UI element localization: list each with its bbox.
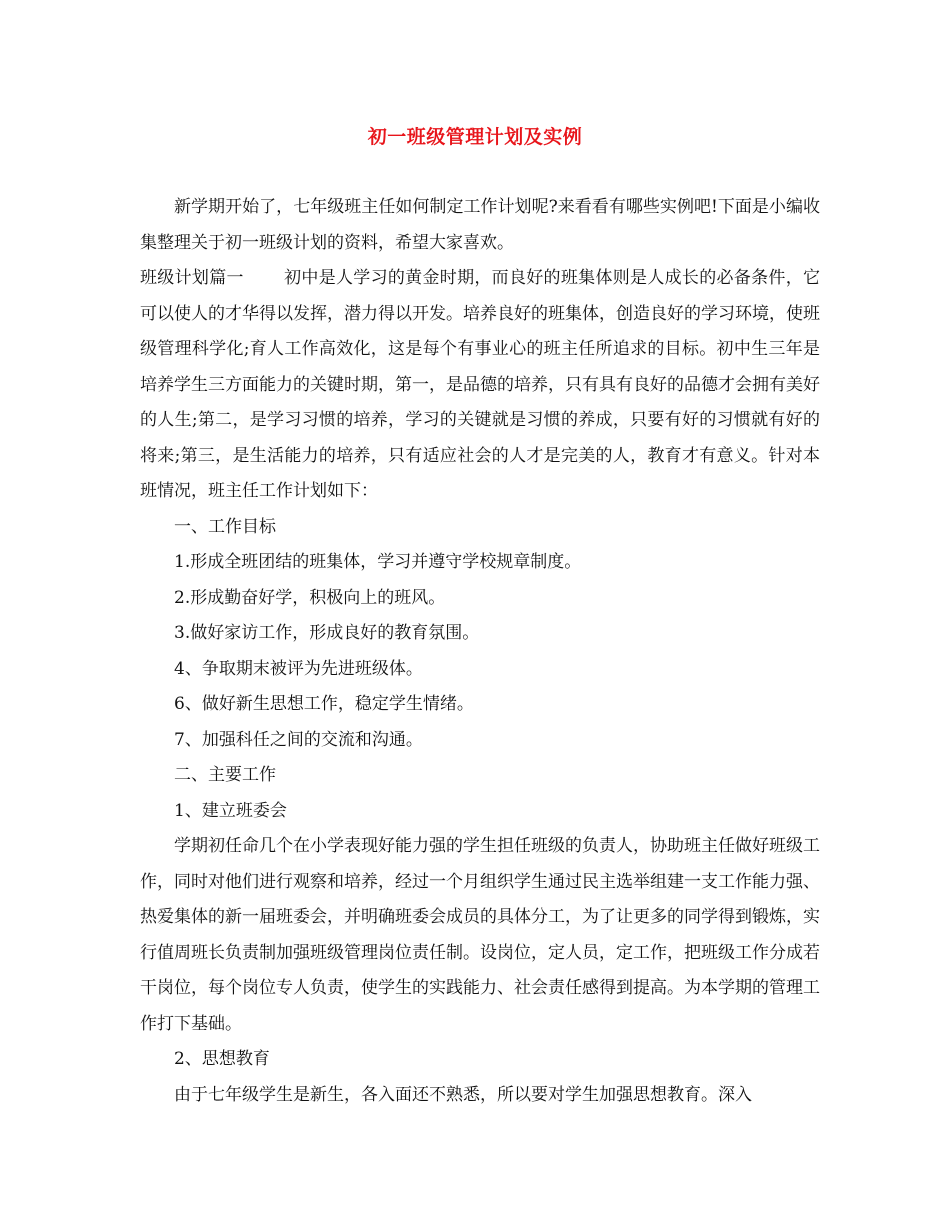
goal-item: 4、争取期末被评为先进班级体。	[174, 658, 423, 679]
committee-paragraph: 学期初任命几个在小学表现好能力强的学生担任班级的负责人，协助班主任做好班级工作，同时对他们进行观察和培养，经过一个月组织学生通过民主选举组建一支工作能力强、热爱集体的新一届班委会，并明确班委会成员的具体分工，为了让更多的同学得到锻炼，实行值周班长负责制加强班级管理岗位责任制。设岗位，定人员，定工作，把班级工作分成若干岗位，每个岗位专人负责，使学生的实践能力、社会责任感得到提高。为本学期的管理工作打下基础。	[140, 836, 820, 1034]
ideology-paragraph: 由于七年级学生是新生，各入面还不熟悉，所以要对学生加强思想教育。深入	[174, 1084, 752, 1105]
document-title: 初一班级管理计划及实例	[367, 126, 583, 148]
goal-item: 6、做好新生思想工作，稳定学生情绪。	[174, 694, 474, 714]
goal-item: 7、加强科任之间的交流和沟通。	[174, 729, 423, 750]
goal-item: 1.形成全班团结的班集体，学习并遵守学校规章制度。	[174, 552, 582, 572]
goal-item: 2.形成勤奋好学，积极向上的班风。	[174, 587, 446, 608]
document-body	[140, 190, 820, 1113]
subsection-heading-committee: 1、建立班委会	[174, 800, 287, 821]
plan-label: 班级计划篇一	[140, 268, 244, 288]
subsection-heading-ideology: 2、思想教育	[174, 1049, 270, 1069]
section-heading-main-work: 二、主要工作	[174, 765, 276, 785]
goal-item: 3.做好家访工作，形成良好的教育氛围。	[174, 623, 480, 643]
section-heading-goals: 一、工作目标	[174, 516, 276, 537]
intro-paragraph: 新学期开始了，七年级班主任如何制定工作计划呢?来看看有哪些实例吧!下面是小编收集整理关于初一班级计划的资料，希望大家喜欢。	[140, 197, 820, 253]
plan-text: 初中是人学习的黄金时期，而良好的班集体则是人成长的必备条件，它可以使人的才华得以发挥，潜力得以开发。培养良好的班集体，创造良好的学习环境，使班级管理科学化;育人工作高效化，这是每个有事业心的班主任所追求的目标。初中生三年是培养学生三方面能力的关键时期，第一，是品德的培养，只有具有良好的品德才会拥有美好的人生;第二，是学习习惯的培养，学习的关键就是习惯的养成，只要有好的习惯就有好的将来;第三，是生活能力的培养，只有适应社会的人才是完美的人，教育才有意义。针对本班情况，班主任工作计划如下：	[140, 268, 821, 501]
plan-paragraph	[140, 261, 820, 510]
